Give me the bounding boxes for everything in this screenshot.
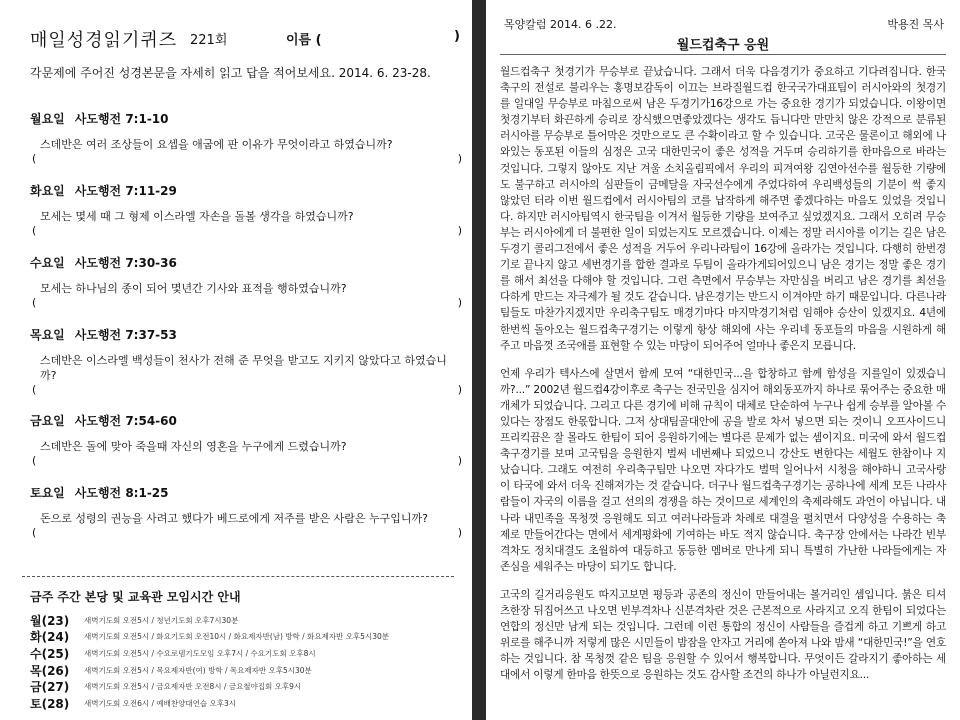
name-label: 이름 ( <box>286 33 322 48</box>
column-page <box>486 0 960 720</box>
column-paragraph: 월드컵축구 첫경기가 무승부로 끝났습니다. 그래서 더욱 다음경기가 중요하고 기다려집니다. 한국축구의 전설로 불리우는 홍명보감독이 이끄는 브라질월드컵 한국국가대표팀이 러시아와의 첫경기를 일대일 무승부로 마침으로써 남은 두경기가16강으로 가는 중요한 경기가 되었습니다. 이왕이면 첫경기부터 화끈하게 승리로 장식했으면좋았겠다는 생각도 듭니다만 만만치 않은 강적으로 분류된 러시아를 무승부로 틀어막은 것만으로도 큰 수확이라고 할 수 있습니다. 고국은 물론이고 해외에 나와있는 동포된 이들의 심정은 고국 대한민국이 좋은 성적을 거두며 승리하기를 한마음으로 바라는 것입니다. 그렇지 않아도 지난 겨울 소치올림픽에서 우리의 피겨여왕 김연아선수를 월등한 기량에도 불구하고 러시아의 심판들이 금메달을 자국선수에게 주었다하여 우리백성들의 기분이 썩 좋지 않았던 터라 이번 월드컵에서 러시아팀의 코를 납작하게 해주면 좋겠다하는 마음도 있었을 것입니다. 하지만 러시아팀역시 한국팀을 이겨서 월등한 기량을 보여주고 싶었겠지요. 그래서 오히려 무승부는 러시아에게 더 불편한 일이 되었는지도 모르겠습니다. 이제는 정말 러시아를 이기는 길은 남은 두경기 콜리그전에서 좋은 성적을 거두어 우리나라팀이 16강에 올라가는 것입니다. 다행히 한번경기로 끝나지 않고 세번경기를 합한 결과로 두팀이 올라가게되어있으니 남은 경기는 정말 좋은 경기를 해서 최선을 다해야 할 것입니다. 그런 측면에서 무승부는 자만심을 버리고 남은 경기를 최선을 다하게 만드는 자극제가 될 것도 같습니다. 남은경기는 반드시 이겨야만 하기 때문입니다. 다른나라 팀들도 마찬가지겠지만 우리축구팀도 매경기마다 마지막경기처럼 임해야 승산이 있겠지요. 4년에 한번씩 돌아오는 월드컵축구경기는 이렇게 항상 해외에 사는 우리네 동포들의 마음을 시원하게 해주고 마음껏 조국애를 표현할 수 있는 마당이 되어주어 얼마나 좋은지 모릅니다. <box>500 66 946 352</box>
question: 스데반은 돌에 맞아 죽을때 자신의 영혼을 누구에게 드렸습니까? <box>40 440 347 453</box>
bible-ref: 사도행전 7:30-36 <box>74 256 177 270</box>
day-name: 목요일 <box>30 328 65 342</box>
quiz-title: 매일성경읽기퀴즈 <box>30 30 178 51</box>
column-header <box>504 16 944 36</box>
quiz-episode: 221회 <box>190 33 228 48</box>
bible-ref: 사도행전 7:1-10 <box>74 112 169 126</box>
meeting-title: 금주 주간 본당 및 교육관 모임시간 안내 <box>30 590 241 604</box>
meeting-row: 수(25) 새벽기도회 오전5시 / 수요로뎀기도모임 오후7시 / 수요기도회 오후8시 <box>30 646 316 661</box>
title-rule <box>500 54 946 55</box>
quiz-page <box>0 0 472 720</box>
answer-blank[interactable]: ( ) <box>32 383 462 396</box>
answer-blank[interactable]: ( ) <box>32 224 462 237</box>
question: 돈으로 성령의 권능을 사려고 했다가 베드로에게 저주를 받은 사람은 누구입니까? <box>40 512 428 525</box>
question: 스데반은 이스라엘 백성들이 천사가 전해 준 무엇을 받고도 지키지 않았다고 하였습니까? <box>40 354 447 382</box>
column-body <box>500 64 946 695</box>
quiz-day-wed <box>30 254 462 310</box>
quiz-header <box>30 26 460 51</box>
answer-blank[interactable]: ( ) <box>32 152 462 165</box>
day-name: 금요일 <box>30 414 65 428</box>
meeting-row: 토(28) 새벽기도회 오전6시 / 예배찬양대연습 오후3시 <box>30 696 237 711</box>
question: 스데반은 여러 조상들이 요셉을 애굽에 판 이유가 무엇이라고 하였습니까? <box>40 138 393 151</box>
bible-ref: 사도행전 7:54-60 <box>74 414 177 428</box>
column-title: 월드컵축구 응원 <box>676 38 770 53</box>
meeting-row: 금(27) 새벽기도회 오전5시 / 금요제자반 오전8시 / 금요철야집회 오후9시 <box>30 680 302 695</box>
column-date: 목양칼럼 2014. 6 .22. <box>504 18 617 31</box>
quiz-day-sat <box>30 484 462 540</box>
day-name: 화요일 <box>30 184 65 198</box>
day-name: 토요일 <box>30 486 65 500</box>
question: 모세는 몇세 때 그 형제 이스라엘 자손을 돌볼 생각을 하였습니까? <box>40 210 354 223</box>
bible-ref: 사도행전 7:37-53 <box>74 328 177 342</box>
quiz-day-tue <box>30 182 462 238</box>
day-name: 월요일 <box>30 112 65 126</box>
column-paragraph: 고국의 길거리응원도 따지고보면 평등과 공존의 정신이 만들어내는 볼거리인 셈입니다. 붉은 티셔츠한장 뒤집어쓰고 나오면 빈부격차나 신분격차란 것은 근본적으로 사라지고 오직 한팀이 되었다는 연합의 정신만 남게 되는 것입니다. 그런데 이런 통합의 정신이 사람들을 즐겁게 하고 기쁘게 하고 위로를 해주니까 저렇게 많은 시민들이 밤잠을 안자고 거리에 쏟아져 나와 밤새 “대한민국!”을 연호하는 것입니다. 참 목청껏 같은 팀을 응원할 수 있어서 행복합니다. 무엇이든 갈라지기 좋아하는 세대에서 이렇게 한마음 한뜻으로 응원하는 것도 감사할 조건의 하나가 아닐런지요... <box>500 588 946 682</box>
day-name: 수요일 <box>30 256 65 270</box>
column-paragraph: 언제 우리가 텍사스에 살면서 함께 모여 “대한민국...을 합창하고 함께 함성을 지를일이 있겠습니까?...” 2002년 월드컵4강이후로 축구는 전국민을 심지어 해외동포까지 하나로 묶어주는 중요한 매개체가 되었습니다. 그리고 다른 경기에 비해 규칙이 대체로 단순하여 누구나 쉽게 승부를 알아볼 수 있다는 장점도 한몫합니다. 그저 상대팀골대안에 공을 발로 차서 넣으면 되는 것이니 오프사이드니 프리킥끔은 잘 몰라도 한팀이 되어 응원하기에는 별다른 문제가 없는 셈이지요. 미국에 와서 월드컵 축구경기를 보며 고국팀을 응원한지 벌써 네번째나 되었으니 강산도 변한다는 세월도 한참이나 지났습니다. 그래도 여전히 우리축구팀만 나오면 자다가도 벌떡 일어나서 시청을 해야하니 고국사랑이 타국에 와서 더욱 진해져가는 것 같습니다. 더구나 월드컵축구경기는 공하나에 세계 모든 나라사람들이 자국의 이름을 걸고 선의의 경쟁을 하는 것이므로 세계인의 축제라해도 과언이 아닙니다. 내나라 내민족을 목청껏 응원해도 되고 여러나라들과 차례로 대결을 펼치면서 다양성을 수용하는 축제로 만들어간다는 면에서 세계평화에 기여하는 바도 적지 않습니다. 축구장 안에서는 나라간 빈부격차도 정치대결도 초월하여 대등하고 동등한 멤버로 만나게 되니 특별히 가난한 나라들에게는 자존심을 세워주는 마당이 되기도 합니다. <box>500 367 946 573</box>
answer-blank[interactable]: ( ) <box>32 296 462 309</box>
quiz-instruction: 각문제에 주어진 성경본문을 자세히 읽고 답을 적어보세요. 2014. 6. 23-28. <box>30 66 431 80</box>
meeting-row: 월(23) 새벽기도회 오전5시 / 청년기도회 오후7시30분 <box>30 613 239 628</box>
answer-blank[interactable]: ( ) <box>32 526 462 539</box>
quiz-day-mon <box>30 110 462 166</box>
name-close-paren: ) <box>454 29 460 44</box>
bible-ref: 사도행전 7:11-29 <box>74 184 177 198</box>
meeting-schedule <box>30 612 462 712</box>
section-divider <box>22 576 454 577</box>
bible-ref: 사도행전 8:1-25 <box>74 486 169 500</box>
question: 모세는 하나님의 종이 되어 몇년간 기사와 표적을 행하였습니까? <box>40 282 347 295</box>
column-author: 박용진 목사 <box>887 18 944 31</box>
meeting-row: 목(26) 새벽기도회 오전5시 / 목요제자반(여) 방학 / 목요제자반 오후5시30분 <box>30 663 312 678</box>
answer-blank[interactable]: ( ) <box>32 454 462 467</box>
meeting-row: 화(24) 새벽기도회 오전5시 / 화요기도회 오전10시 / 화요제자반(남) 방학 / 화요제자반 오후5시30분 <box>30 630 389 645</box>
quiz-day-fri <box>30 412 462 468</box>
quiz-day-thu <box>30 326 462 397</box>
